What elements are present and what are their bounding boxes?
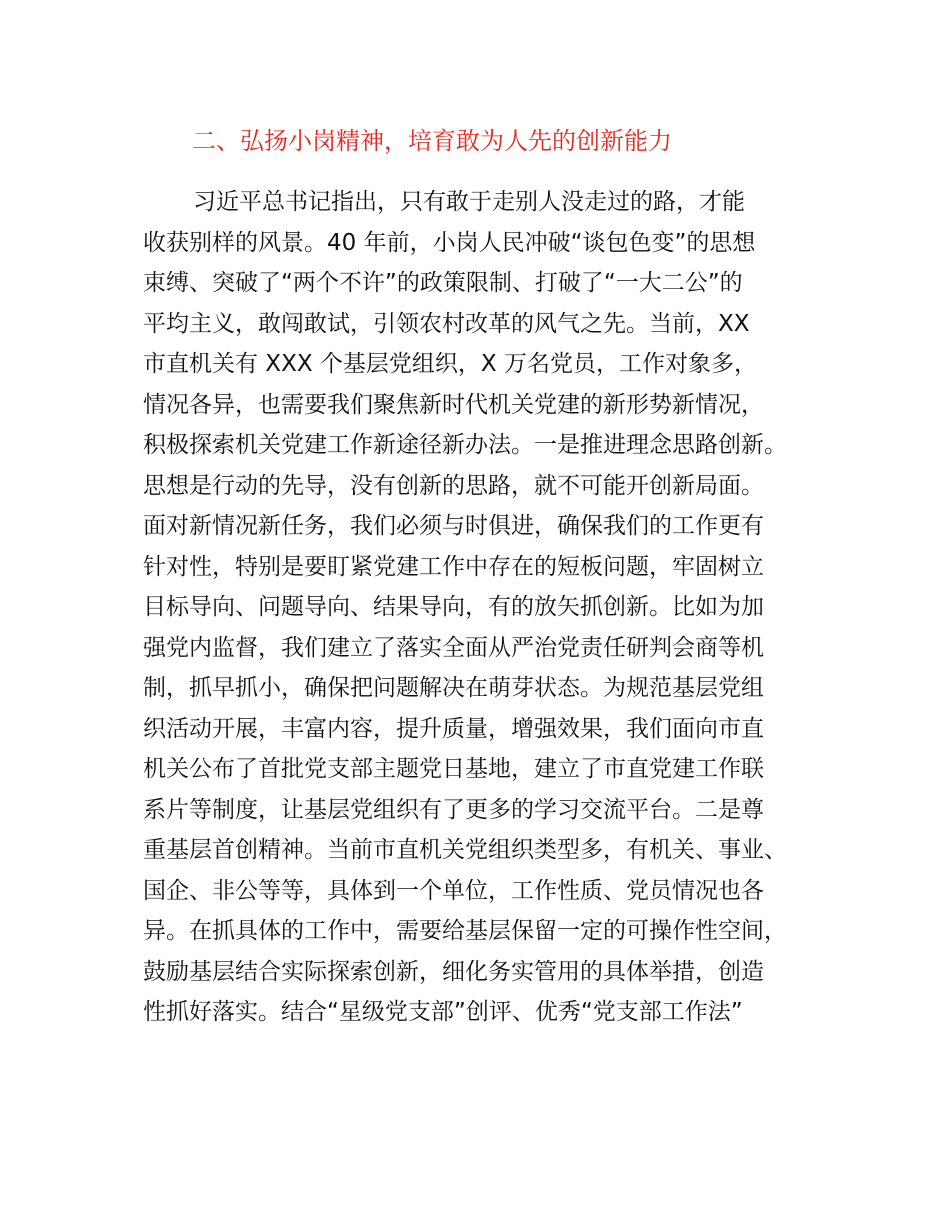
text-line: 平均主义，敢闯敢试，引领农村改革的风气之先。当前，XX — [143, 310, 750, 337]
text-line: 情况各异，也需要我们聚焦新时代机关党建的新形势新情况， — [143, 391, 764, 418]
text-line: 制，抓早抓小，确保把问题解决在萌芽状态。为规范基层党组 — [143, 675, 764, 701]
text-line: 束缚、突破了“两个不许”的政策限制、打破了“一大二公”的 — [143, 270, 743, 296]
text-line: 系片等制度，让基层党组织有了更多的学习交流平台。二是尊 — [143, 796, 764, 823]
text-line: 思想是行动的先导，没有创新的思路，就不可能开创新局面。 — [143, 472, 764, 499]
text-line: 习近平总书记指出，只有敢于走别人没走过的路，才能 — [193, 189, 745, 215]
text-line: 机关公布了首批党支部主题党日基地，建立了市直党建工作联 — [143, 756, 764, 782]
text-line: 鼓励基层结合实际探索创新，细化务实管用的具体举措，创造 — [143, 958, 764, 985]
text-line: 织活动开展，丰富内容，提升质量，增强效果，我们面向市直 — [143, 715, 764, 742]
text-line: 性抓好落实。结合“星级党支部”创评、优秀“党支部工作法” — [143, 999, 743, 1025]
text-line: 异。在抓具体的工作中，需要给基层保留一定的可操作性空间， — [143, 918, 787, 944]
text-line: 针对性，特别是要盯紧党建工作中存在的短板问题，牢固树立 — [143, 553, 764, 580]
text-line: 面对新情况新任务，我们必须与时俱进，确保我们的工作更有 — [143, 513, 764, 539]
section-heading: 二、弘扬小岗精神，培育敢为人先的创新能力 — [192, 127, 672, 155]
text-line: 收获别样的风景。40 年前，小岗人民冲破“谈包色变”的思想 — [143, 229, 756, 256]
text-line: 目标导向、问题导向、结果导向，有的放矢抓创新。比如为加 — [143, 594, 764, 620]
text-line: 强党内监督，我们建立了落实全面从严治党责任研判会商等机 — [143, 634, 764, 661]
text-line: 积极探索机关党建工作新途径新办法。一是推进理念思路创新。 — [143, 432, 787, 458]
text-line: 国企、非公等等，具体到一个单位，工作性质、党员情况也各 — [143, 877, 764, 904]
text-line: 市直机关有 XXX 个基层党组织，X 万名党员，工作对象多， — [143, 351, 757, 377]
text-line: 重基层首创精神。当前市直机关党组织类型多，有机关、事业、 — [143, 837, 787, 863]
body-paragraph — [143, 182, 843, 1033]
